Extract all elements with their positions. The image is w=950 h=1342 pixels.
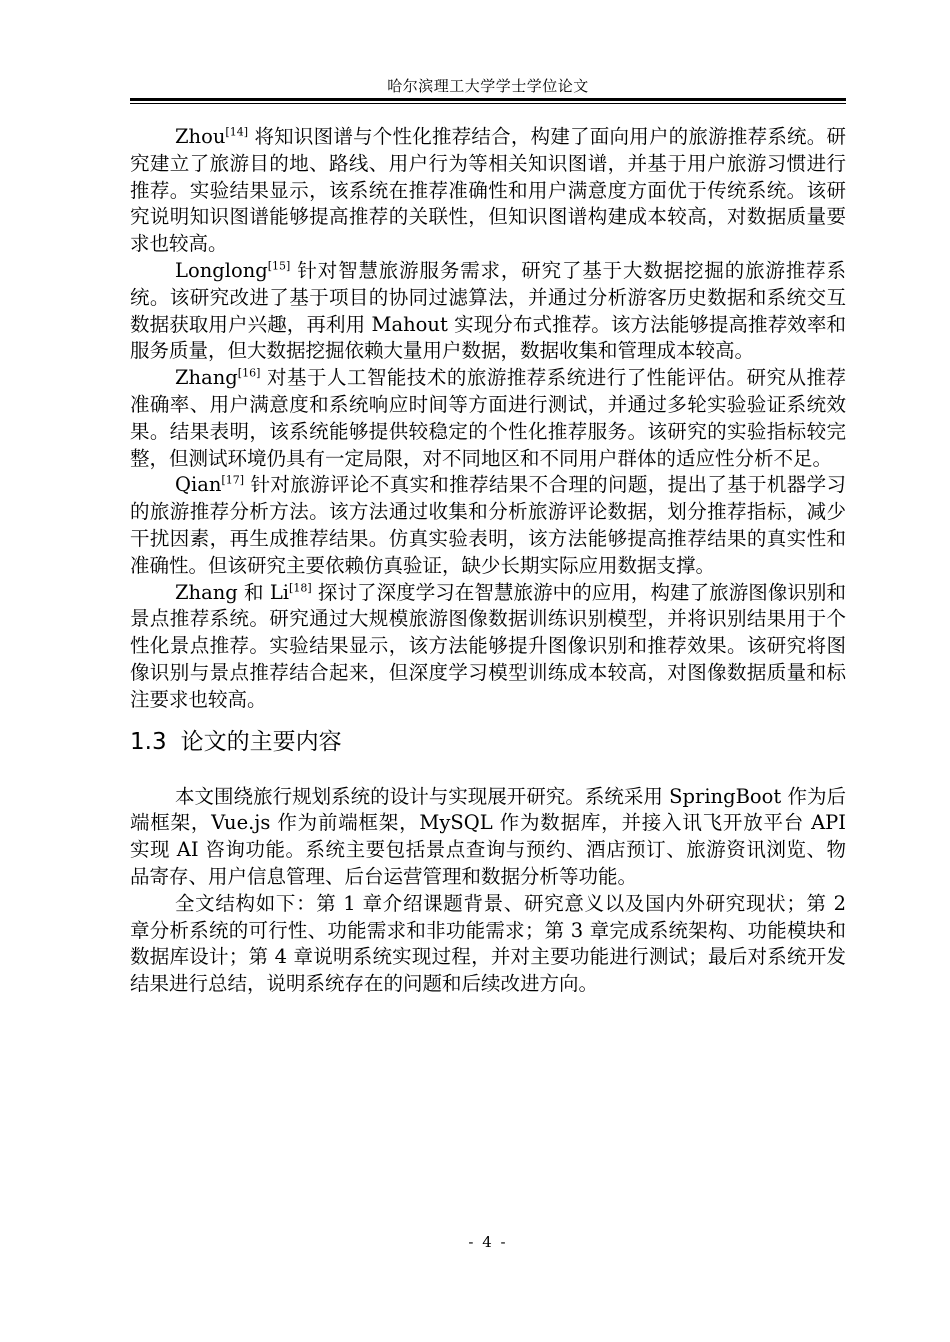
section-number: 1.3 [130, 728, 167, 755]
citation-ref: [15] [267, 259, 291, 273]
paragraph-zhang-li [130, 580, 846, 714]
paragraph-qian [130, 472, 846, 579]
paragraph-system-overview: 本文围绕旅行规划系统的设计与实现展开研究。系统采用 SpringBoot 作为后端框架，Vue.js 作为前端框架，MySQL 作为数据库，并接入讯飞开放平台 API 实现 AI 咨询功能。系统主要包括景点查询与预约、酒店预订、旅游资讯浏览、物品寄存、用户信息管理、后台运营管理和数据分析等功能。 [130, 784, 846, 888]
paragraph-text: 探讨了深度学习在智慧旅游中的应用，构建了旅游图像识别和景点推荐系统。研究通过大规模旅游图像数据训练识别模型，并将识别结果用于个性化景点推荐。实验结果显示，该方法能够提升图像识别和推荐效果。该研究将图像识别与景点推荐结合起来，但深度学习模型训练成本较高，对图像数据质量和标注要求也较高。 [130, 580, 846, 711]
header-rule-thin [130, 103, 846, 104]
running-header: 哈尔滨理工大学学士学位论文 [387, 77, 589, 95]
paragraph-zhou [130, 124, 846, 258]
author-name: Longlong [175, 258, 268, 282]
paragraph-text: 针对智慧旅游服务需求，研究了基于大数据挖掘的旅游推荐系统。该研究改进了基于项目的协同过滤算法，并通过分析游客历史数据和系统交互数据获取用户兴趣，再利用 Mahout 实现分布式推荐。该方法能够提高推荐效率和服务质量，但大数据挖掘依赖大量用户数据，数据收集和管理成本较高。 [130, 258, 846, 363]
paragraph-text: 针对旅游评论不真实和推荐结果不合理的问题，提出了基于机器学习的旅游推荐分析方法。该方法通过收集和分析旅游评论数据，划分推荐指标，减少干扰因素，再生成推荐结果。仿真实验表明，该方法能够提高推荐结果的真实性和准确性。但该研究主要依赖仿真验证，缺少长期实际应用数据支撑。 [130, 473, 846, 577]
author-name: Qian [175, 473, 222, 497]
author-name: Zhang 和 Li [175, 580, 290, 604]
author-name: Zhou [175, 125, 226, 148]
author-name: Zhang [175, 366, 238, 390]
page-number: - 4 - [468, 1233, 508, 1251]
citation-ref: [14] [225, 125, 249, 139]
paragraph-text: 对基于人工智能技术的旅游推荐系统进行了性能评估。研究从推荐准确率、用户满意度和系统响应时间等方面进行测试，并通过多轮实验验证系统效果。结果表明，该系统能够提供较稳定的个性化推荐服务。该研究的实验指标较完整，但测试环境仍具有一定局限，对不同地区和不同用户群体的适应性分析不足。 [130, 366, 846, 470]
citation-ref: [18] [289, 581, 312, 595]
paragraph-text: 将知识图谱与个性化推荐结合，构建了面向用户的旅游推荐系统。研究建立了旅游目的地、路线、用户行为等相关知识图谱，并基于用户旅游习惯进行推荐。实验结果显示，该系统在推荐准确性和用户满意度方面优于传统系统。该研究说明知识图谱能够提高推荐的关联性，但知识图谱构建成本较高，对数据质量要求也较高。 [130, 125, 846, 256]
section-heading [130, 724, 846, 760]
paragraph-longlong [130, 258, 846, 365]
section-title: 论文的主要内容 [180, 728, 342, 755]
paragraph-thesis-structure: 全文结构如下：第 1 章介绍课题背景、研究意义以及国内外研究现状；第 2 章分析系统的可行性、功能需求和非功能需求；第 3 章完成系统架构、功能模块和数据库设计；第 4 章说明系统实现过程，并对主要功能进行测试；最后对系统开发结果进行总结，说明系统存在的问题和后续改进方向。 [130, 891, 846, 996]
page-body [130, 124, 846, 998]
citation-ref: [17] [221, 473, 245, 487]
header-rule-thick [130, 98, 846, 101]
paragraph-zhang [130, 365, 846, 472]
citation-ref: [16] [237, 366, 261, 380]
